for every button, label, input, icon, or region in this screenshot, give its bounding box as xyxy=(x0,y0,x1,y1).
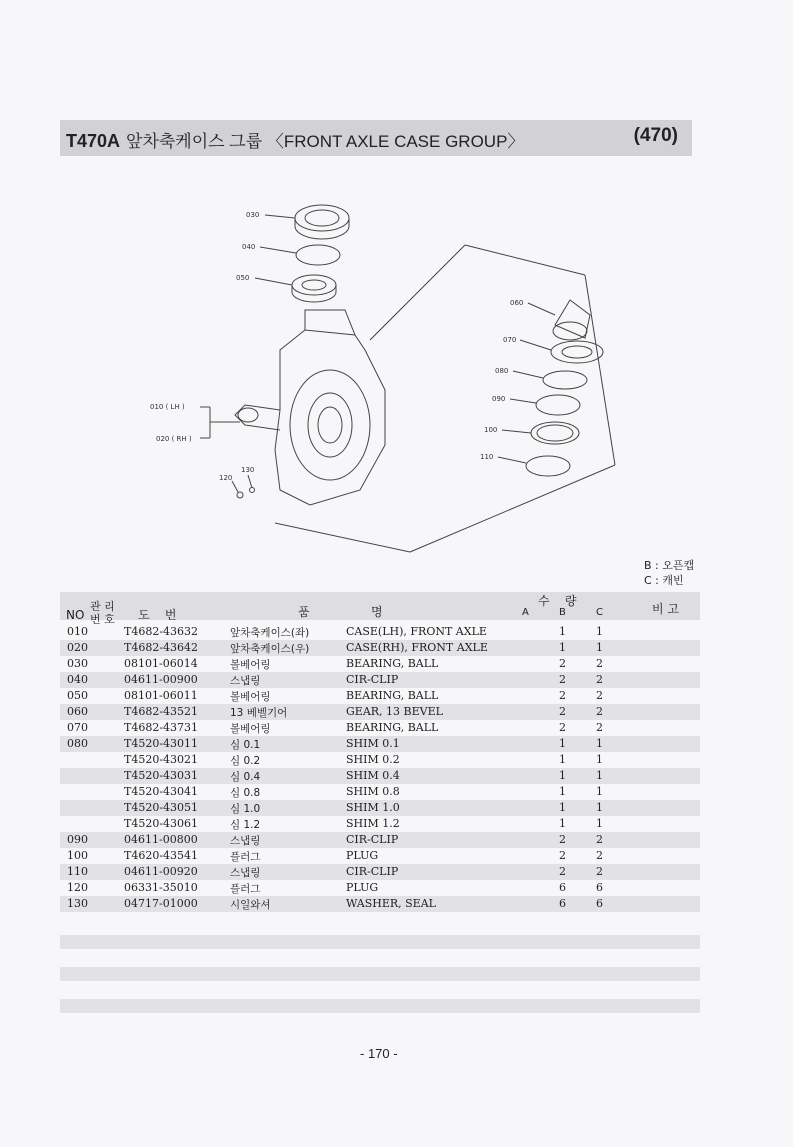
empty-row xyxy=(60,999,700,1013)
col-qty-c: C xyxy=(596,607,603,618)
callout-label: 050 xyxy=(236,274,250,282)
callout-label: 060 xyxy=(510,299,524,307)
callout-label: 120 xyxy=(219,474,233,482)
callout-label: 070 xyxy=(503,336,517,344)
page-title xyxy=(66,127,524,152)
col-name-en: 명 xyxy=(371,605,383,619)
legend xyxy=(644,558,694,588)
page-number: - 170 - xyxy=(360,1046,398,1061)
table-row: T4520-43051 심 1.0 SHIM 1.0 1 1 xyxy=(60,800,700,816)
table-row: T4520-43061 심 1.2 SHIM 1.2 1 1 xyxy=(124,817,603,831)
model-code: T470A xyxy=(66,131,121,151)
callout-label: 030 xyxy=(246,211,260,219)
col-mgmt-bottom: 번 호 xyxy=(90,613,115,626)
col-qty-b: B xyxy=(559,607,566,618)
col-name-kr: 품 xyxy=(298,605,310,619)
legend-b: B : 오픈캡 xyxy=(644,559,695,572)
table-row: 030 08101-06014 볼베어링 BEARING, BALL 2 2 xyxy=(67,657,603,671)
callout-label: 080 xyxy=(495,367,509,375)
table-row: T4520-43021 심 0.2 SHIM 0.2 1 1 xyxy=(124,753,603,767)
group-title: 앞차축케이스 그룹 〈FRONT AXLE CASE GROUP〉 xyxy=(126,132,525,151)
table-row: 090 04611-00800 스냅링 CIR-CLIP 2 2 xyxy=(60,832,700,848)
callout-label: 010 ( LH ) xyxy=(150,403,185,411)
exploded-parts-diagram xyxy=(130,190,620,560)
callout-label: 130 xyxy=(241,466,255,474)
table-row: 040 04611-00900 스냅링 CIR-CLIP 2 2 xyxy=(60,672,700,688)
table-row: 020 T4682-43642 앞차축케이스(우) CASE(RH), FRONT AXLE 1 1 xyxy=(60,640,700,656)
table-row: 110 04611-00920 스냅링 CIR-CLIP 2 2 xyxy=(60,864,700,880)
table-row: T4520-43041 심 0.8 SHIM 0.8 1 1 xyxy=(124,785,603,799)
table-row: T4520-43031 심 0.4 SHIM 0.4 1 1 xyxy=(60,768,700,784)
table-row: 120 06331-35010 플러그 PLUG 6 6 xyxy=(67,881,603,895)
table-row: 050 08101-06011 볼베어링 BEARING, BALL 2 2 xyxy=(67,689,603,703)
col-qty-a: A xyxy=(522,607,529,618)
table-row: 100 T4620-43541 플러그 PLUG 2 2 xyxy=(67,849,603,863)
table-row: 010 T4682-43632 앞차축케이스(좌) CASE(LH), FRONT AXLE 1 1 xyxy=(67,625,603,639)
empty-row xyxy=(60,967,700,981)
header-bar xyxy=(60,120,692,156)
callout-label: 090 xyxy=(492,395,506,403)
table-row: 070 T4682-43731 볼베어링 BEARING, BALL 2 2 xyxy=(67,721,603,735)
empty-row xyxy=(60,935,700,949)
col-remarks: 비 고 xyxy=(652,602,679,616)
table-row: 130 04717-01000 시일와셔 WASHER, SEAL 6 6 xyxy=(60,896,700,912)
callout-label: 110 xyxy=(480,453,494,461)
parts-table xyxy=(60,624,700,912)
col-mgmt-top: 관 리 xyxy=(90,600,115,613)
callout-label: 100 xyxy=(484,426,498,434)
col-qty: 수 량 xyxy=(538,594,577,608)
legend-c: C : 캐빈 xyxy=(644,574,684,587)
table-row: 060 T4682-43521 13 베벨기어 GEAR, 13 BEVEL 2 2 xyxy=(60,704,700,720)
col-no: NO xyxy=(66,608,85,622)
callout-label: 020 ( RH ) xyxy=(156,435,192,443)
col-drawing: 도 번 xyxy=(138,608,177,622)
callout-label: 040 xyxy=(242,243,256,251)
table-row: 080 T4520-43011 심 0.1 SHIM 0.1 1 1 xyxy=(60,736,700,752)
group-number: (470) xyxy=(633,125,678,146)
